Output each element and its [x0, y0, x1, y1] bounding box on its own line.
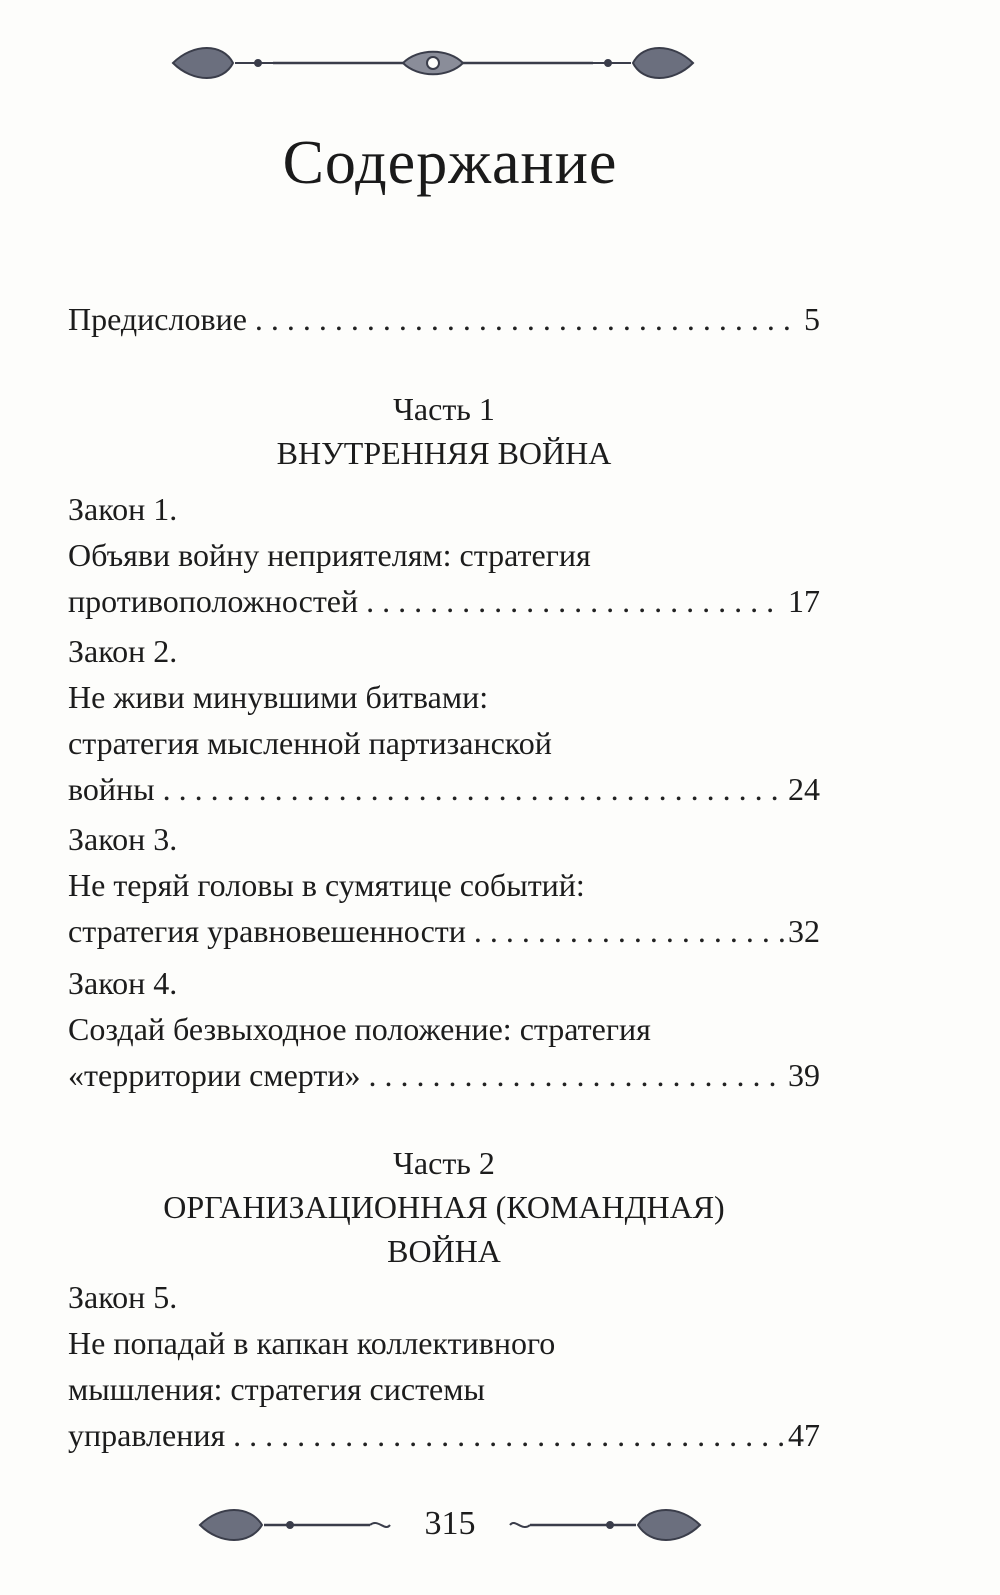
- law-title-line: стратегия мысленной партизанской: [68, 725, 552, 761]
- law-title-line: Создай безвыходное положение: стратегия: [68, 1011, 651, 1047]
- part-label: Часть 1: [393, 391, 495, 427]
- law-title-line: мышления: стратегия системы: [68, 1371, 485, 1407]
- toc-page-number: 17: [788, 583, 820, 619]
- toc-law-entry[interactable]: [68, 816, 820, 954]
- law-title-line: управления: [68, 1417, 226, 1453]
- law-title-line: Не живи минувшими битвами:: [68, 679, 489, 715]
- law-number: Закон 3.: [68, 821, 178, 857]
- toc-preface-entry[interactable]: [68, 296, 820, 342]
- law-number: Закон 2.: [68, 633, 178, 669]
- toc-page-number: 39: [788, 1057, 820, 1093]
- part-label: Часть 2: [393, 1145, 495, 1181]
- part-title: ВНУТРЕННЯЯ ВОЙНА: [276, 435, 612, 471]
- page-number: 315: [424, 1505, 476, 1542]
- leader-dots: [163, 766, 784, 812]
- leader-dots: [474, 908, 784, 954]
- law-title-line: «территории смерти»: [68, 1057, 361, 1093]
- law-number: Закон 5.: [68, 1279, 178, 1315]
- toc-page-number: 32: [788, 913, 820, 949]
- law-title-line: Объяви войну неприятелям: стратегия: [68, 537, 591, 573]
- page-title: Содержание: [282, 129, 618, 197]
- law-number: Закон 4.: [68, 965, 178, 1001]
- toc-law-entry[interactable]: [68, 1274, 820, 1458]
- law-title-line: войны: [68, 771, 155, 807]
- leader-dots: [366, 578, 784, 624]
- law-title-line: Не теряй головы в сумятице событий:: [68, 867, 585, 903]
- toc-law-entry[interactable]: [68, 628, 820, 812]
- top-flourish-ornament-icon: [163, 38, 703, 88]
- toc-entry-title: Предисловие: [68, 301, 247, 337]
- leader-dots: [233, 1412, 784, 1458]
- toc-law-entry[interactable]: [68, 960, 820, 1098]
- toc-page-number: 24: [788, 771, 820, 807]
- law-title-line: стратегия уравновешенности: [68, 913, 466, 949]
- toc-page-number: 47: [788, 1417, 820, 1453]
- law-title-line: Не попадай в капкан коллективного: [68, 1325, 556, 1361]
- law-title-line: противоположностей: [68, 583, 359, 619]
- leader-dots: [255, 296, 800, 342]
- law-number: Закон 1.: [68, 491, 178, 527]
- part-title: ВОЙНА: [387, 1233, 501, 1269]
- part-title: ОРГАНИЗАЦИОННАЯ (КОМАНДНАЯ): [163, 1189, 725, 1225]
- leader-dots: [368, 1052, 784, 1098]
- toc-law-entry[interactable]: [68, 486, 820, 624]
- toc-page-number: 5: [804, 301, 820, 337]
